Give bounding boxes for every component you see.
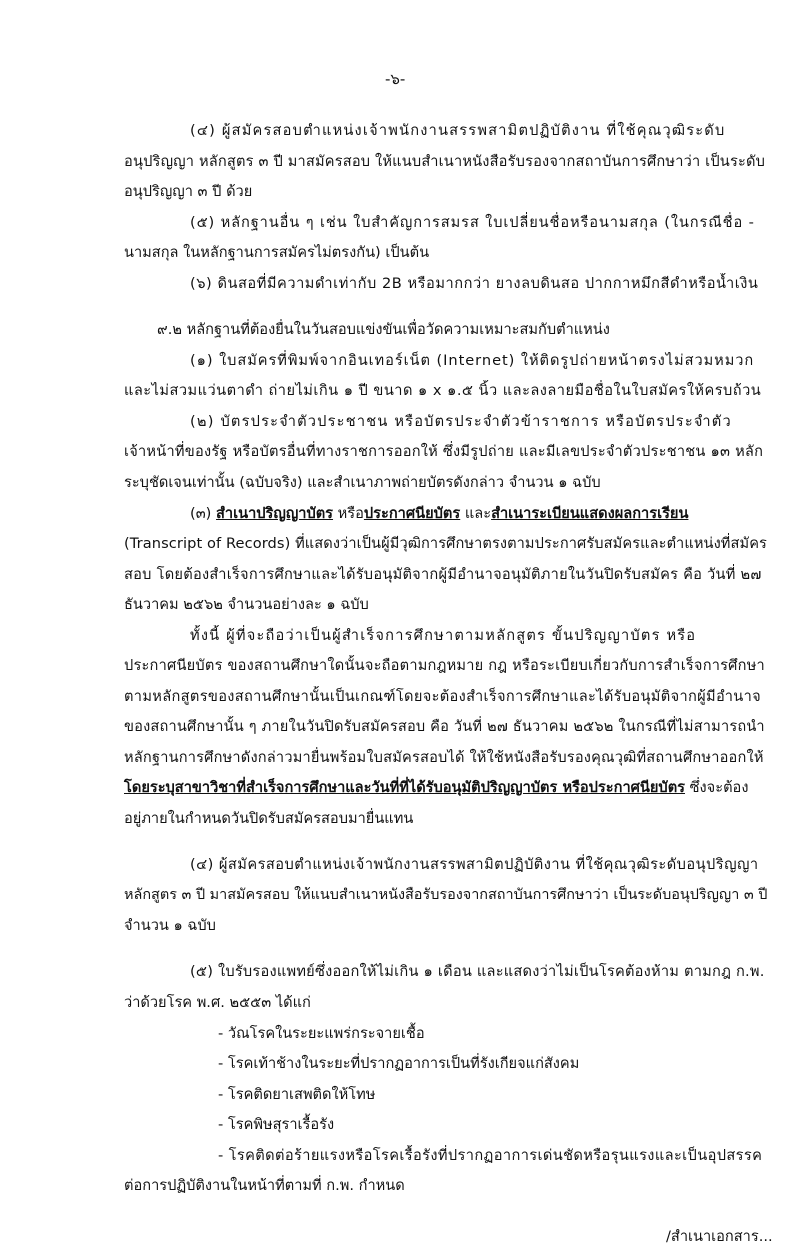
paragraph-line: ว่าด้วยโรค พ.ศ. ๒๕๕๓ ได้แก่ bbox=[124, 994, 311, 1011]
section-heading: ๙.๒ หลักฐานที่ต้องยื่นในวันสอบแข่งขันเพื่อวัดความเหมาะสมกับตำแหน่ง bbox=[157, 321, 610, 338]
paragraph-line: (Transcript of Records) ที่แสดงว่าเป็นผู้มีวุฒิการศึกษาตรงตามประกาศรับสมัครและตำแหน่งที่สมัคร bbox=[124, 535, 767, 552]
paragraph-line: จำนวน ๑ ฉบับ bbox=[124, 917, 216, 934]
underlined-emphasis: โดยระบุสาขาวิชาที่สำเร็จการศึกษาและวันที่ที่ได้รับอนุมัติปริญญาบัตร หรือประกาศนียบัตร bbox=[124, 779, 686, 796]
paragraph-line: อยู่ภายในกำหนดวันปิดรับสมัครสอบมายื่นแทน bbox=[124, 810, 414, 827]
paragraph-line: สอบ โดยต้องสำเร็จการศึกษาและได้รับอนุมัติจากผู้มีอำนาจอนุมัติภายในวันปิดรับสมัคร คือ วันที่ ๒๗ bbox=[124, 566, 762, 583]
paragraph-line: (๕) ใบรับรองแพทย์ซึ่งออกให้ไม่เกิน ๑ เดือน และแสดงว่าไม่เป็นโรคต้องห้าม ตามกฎ ก.พ. bbox=[190, 963, 765, 980]
paragraph-line: ต่อการปฏิบัติงานในหน้าที่ตามที่ ก.พ. กำหนด bbox=[124, 1177, 405, 1194]
continuation-note: /สำเนาเอกสาร... bbox=[666, 1228, 773, 1245]
paragraph-line: ตามหลักสูตรของสถานศึกษานั้นเป็นเกณฑ์โดยจะต้องสำเร็จการศึกษาและได้รับอนุมัติจากผู้มีอำนาจ bbox=[124, 688, 761, 705]
page-number: -๖- bbox=[385, 70, 406, 88]
paragraph-line: (๔) ผู้สมัครสอบตำแหน่งเจ้าพนักงานสรรพสามิตปฏิบัติงาน ที่ใช้คุณวุฒิระดับ bbox=[190, 122, 726, 139]
connector-text: และ bbox=[460, 505, 492, 522]
paragraph-line: ของสถานศึกษานั้น ๆ ภายในวันปิดรับสมัครสอบ คือ วันที่ ๒๗ ธันวาคม ๒๕๖๒ ในกรณีที่ไม่สามารถนำ bbox=[124, 718, 765, 735]
underlined-term: สำเนาปริญญาบัตร bbox=[216, 505, 334, 522]
paragraph-line: อนุปริญญา หลักสูตร ๓ ปี มาสมัครสอบ ให้แนบสำเนาหนังสือรับรองจากสถาบันการศึกษาว่า เป็นระดับ bbox=[124, 153, 766, 170]
paragraph-line: ระบุชัดเจนเท่านั้น (ฉบับจริง) และสำเนาภาพถ่ายบัตรดังกล่าว จำนวน ๑ ฉบับ bbox=[124, 474, 601, 491]
paragraph-line: (๒) บัตรประจำตัวประชาชน หรือบัตรประจำตัวข้าราชการ หรือบัตรประจำตัว bbox=[190, 413, 732, 430]
connector-text: หรือ bbox=[333, 505, 364, 522]
paragraph-line: (๑) ใบสมัครที่พิมพ์จากอินเทอร์เน็ต (Internet) ให้ติดรูปถ่ายหน้าตรงไม่สวมหมวก bbox=[190, 352, 755, 369]
list-item: - โรคเท้าช้างในระยะที่ปรากฏอาการเป็นที่รังเกียจแก่สังคม bbox=[218, 1055, 580, 1072]
item-number: (๓) bbox=[190, 505, 217, 522]
paragraph-line: ทั้งนี้ ผู้ที่จะถือว่าเป็นผู้สำเร็จการศึกษาตามหลักสูตร ขั้นปริญญาบัตร หรือ bbox=[190, 627, 697, 644]
list-item: - โรคติดยาเสพติดให้โทษ bbox=[218, 1086, 376, 1103]
list-item: - โรคพิษสุราเรื้อรัง bbox=[218, 1116, 335, 1133]
paragraph-line: ธันวาคม ๒๕๖๒ จำนวนอย่างละ ๑ ฉบับ bbox=[124, 596, 369, 613]
paragraph-line: (๔) ผู้สมัครสอบตำแหน่งเจ้าพนักงานสรรพสามิตปฏิบัติงาน ที่ใช้คุณวุฒิระดับอนุปริญญา bbox=[190, 856, 759, 873]
paragraph-line bbox=[190, 503, 688, 525]
paragraph-line: หลักสูตร ๓ ปี มาสมัครสอบ ให้แนบสำเนาหนังสือรับรองจากสถาบันการศึกษาว่า เป็นระดับอนุปริญญา ๓ ปี bbox=[124, 887, 768, 903]
underlined-term: สำเนาระเบียนแสดงผลการเรียน bbox=[491, 505, 689, 522]
paragraph-line: (๖) ดินสอที่มีความดำเท่ากับ 2B หรือมากกว่า ยางลบดินสอ ปากกาหมึกสีดำหรือน้ำเงิน bbox=[190, 275, 759, 292]
underlined-term: ประกาศนียบัตร bbox=[363, 505, 461, 522]
paragraph-line: นามสกุล ในหลักฐานการสมัครไม่ตรงกัน) เป็นต้น bbox=[124, 244, 430, 261]
paragraph-line: ประกาศนียบัตร ของสถานศึกษาใดนั้นจะถือตามกฎหมาย กฎ หรือระเบียบเกี่ยวกับการสำเร็จการศึกษา bbox=[124, 657, 765, 674]
list-item: - โรคติดต่อร้ายแรงหรือโรคเรื้อรังที่ปรากฏอาการเด่นชัดหรือรุนแรงและเป็นอุปสรรค bbox=[218, 1147, 763, 1164]
paragraph-line: เจ้าหน้าที่ของรัฐ หรือบัตรอื่นที่ทางราชการออกให้ ซึ่งมีรูปถ่าย และมีเลขประจำตัวประชาชน ๑๓ หลัก bbox=[124, 443, 764, 460]
paragraph-line: (๕) หลักฐานอื่น ๆ เช่น ใบสำคัญการสมรส ใบเปลี่ยนชื่อหรือนามสกุล (ในกรณีชื่อ - bbox=[190, 214, 755, 231]
list-item: - วัณโรคในระยะแพร่กระจายเชื้อ bbox=[218, 1025, 425, 1042]
paragraph-line: อนุปริญญา ๓ ปี ด้วย bbox=[124, 183, 253, 200]
paragraph-line: หลักฐานการศึกษาดังกล่าวมายื่นพร้อมใบสมัครสอบได้ ให้ใช้หนังสือรับรองคุณวุฒิที่สถานศึกษาออกให้ bbox=[124, 749, 764, 766]
paragraph-line bbox=[124, 777, 748, 799]
paragraph-text: ซึ่งจะต้อง bbox=[685, 779, 749, 796]
paragraph-line: และไม่สวมแว่นตาดำ ถ่ายไม่เกิน ๑ ปี ขนาด ๑ x ๑.๕ นิ้ว และลงลายมือชื่อในใบสมัครให้ครบถ้วน bbox=[124, 382, 762, 399]
